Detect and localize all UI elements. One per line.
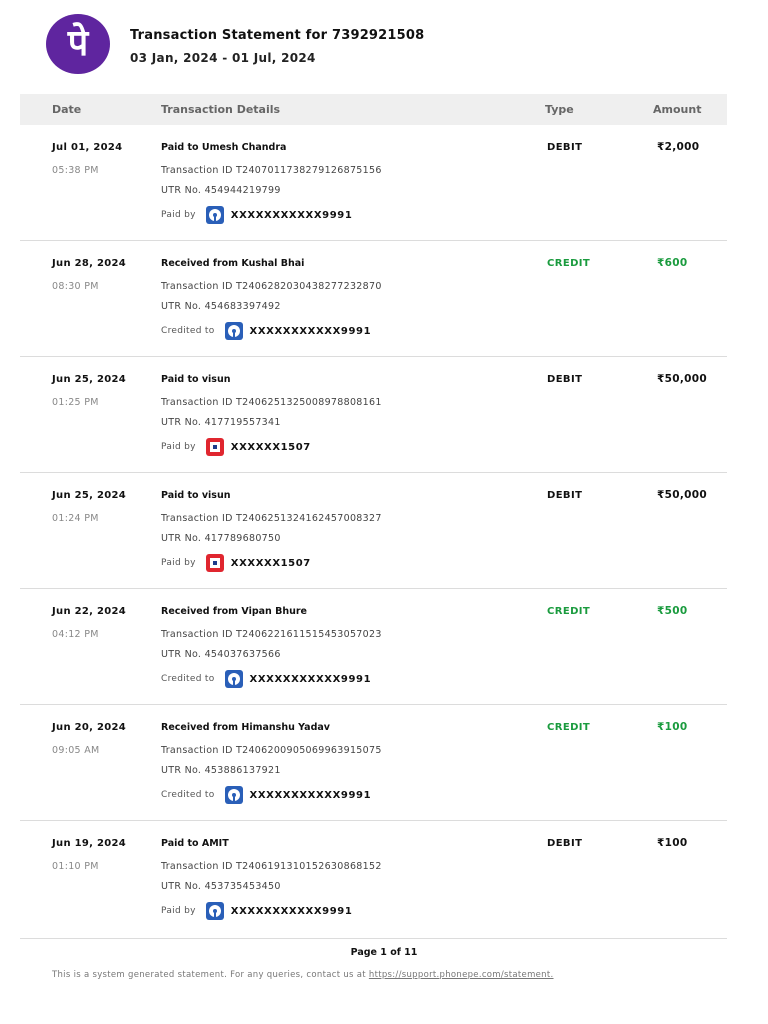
transaction-row — [20, 589, 727, 705]
transaction-id: Transaction ID T2406251325008978808161 — [161, 397, 382, 408]
transaction-time: 01:10 PM — [52, 861, 99, 872]
transaction-party: Paid to AMIT — [161, 838, 229, 849]
transaction-date: Jun 22, 2024 — [52, 606, 127, 617]
transaction-amount: ₹2,000 — [657, 141, 700, 153]
transaction-row — [20, 357, 727, 473]
hdfc-icon — [206, 438, 224, 456]
phone-number: 7392921508 — [331, 28, 425, 43]
transaction-id: Transaction ID T2407011738279126875156 — [161, 165, 382, 176]
payment-label: Credited to — [161, 674, 215, 684]
transaction-time: 09:05 AM — [52, 745, 100, 756]
transaction-id: Transaction ID T2406251324162457008327 — [161, 513, 382, 524]
transaction-row — [20, 473, 727, 589]
phonepe-logo — [46, 14, 110, 74]
support-link[interactable]: https://support.phonepe.com/statement. — [368, 970, 554, 980]
hdfc-icon — [206, 554, 224, 572]
transaction-type: DEBIT — [547, 838, 583, 849]
sbi-icon — [225, 322, 243, 340]
transaction-time: 04:12 PM — [52, 629, 99, 640]
utr-number: UTR No. 454944219799 — [161, 185, 281, 196]
payment-label: Paid by — [161, 906, 196, 916]
payment-account-line — [161, 670, 371, 688]
utr-number: UTR No. 453886137921 — [161, 765, 281, 776]
statement-header — [46, 14, 726, 76]
payment-label: Credited to — [161, 790, 215, 800]
column-type: Type — [545, 103, 574, 116]
payment-label: Paid by — [161, 442, 196, 452]
sbi-icon — [225, 670, 243, 688]
transaction-time: 08:30 PM — [52, 281, 99, 292]
utr-number: UTR No. 454037637566 — [161, 649, 281, 660]
account-number: XXXXXX1507 — [230, 441, 311, 453]
logo-glyph: पे — [67, 22, 89, 64]
transaction-party: Received from Vipan Bhure — [161, 606, 308, 617]
transaction-row — [20, 821, 727, 939]
transaction-amount: ₹600 — [657, 257, 688, 269]
column-details: Transaction Details — [161, 103, 281, 116]
transaction-date: Jun 20, 2024 — [52, 722, 127, 733]
account-number: XXXXXXXXXXX9991 — [249, 673, 372, 685]
utr-number: UTR No. 453735453450 — [161, 881, 281, 892]
table-header — [20, 94, 727, 125]
transaction-row — [20, 705, 727, 821]
transaction-id: Transaction ID T2406191310152630868152 — [161, 861, 382, 872]
transaction-date: Jul 01, 2024 — [52, 142, 123, 153]
transaction-date: Jun 19, 2024 — [52, 838, 127, 849]
transaction-party: Received from Himanshu Yadav — [161, 722, 330, 733]
title-prefix: Transaction Statement for — [130, 28, 332, 43]
payment-account-line — [161, 786, 371, 804]
transaction-id: Transaction ID T2406282030438277232870 — [161, 281, 382, 292]
transaction-type: CREDIT — [547, 606, 591, 617]
account-number: XXXXXXXXXXX9991 — [249, 789, 372, 801]
account-number: XXXXXXXXXXX9991 — [249, 325, 372, 337]
payment-label: Paid by — [161, 210, 196, 220]
transaction-list — [20, 125, 727, 939]
column-date: Date — [52, 103, 82, 116]
sbi-icon — [206, 902, 224, 920]
transaction-time: 01:25 PM — [52, 397, 99, 408]
utr-number: UTR No. 417719557341 — [161, 417, 281, 428]
transaction-amount: ₹100 — [657, 837, 688, 849]
footer-note — [52, 970, 554, 980]
transaction-party: Paid to Umesh Chandra — [161, 142, 287, 153]
footer-text: This is a system generated statement. For any queries, contact us at — [52, 970, 369, 980]
transaction-row — [20, 125, 727, 241]
account-number: XXXXXX1507 — [230, 557, 311, 569]
column-amount: Amount — [653, 103, 702, 116]
sbi-icon — [206, 206, 224, 224]
transaction-party: Paid to visun — [161, 490, 231, 501]
payment-label: Paid by — [161, 558, 196, 568]
page-number: Page 1 of 11 — [350, 947, 418, 958]
transaction-type: DEBIT — [547, 490, 583, 501]
transaction-date: Jun 25, 2024 — [52, 490, 127, 501]
transaction-time: 01:24 PM — [52, 513, 99, 524]
transaction-amount: ₹500 — [657, 605, 688, 617]
transaction-time: 05:38 PM — [52, 165, 99, 176]
payment-label: Credited to — [161, 326, 215, 336]
payment-account-line — [161, 438, 311, 456]
payment-account-line — [161, 206, 352, 224]
transaction-id: Transaction ID T2406221611515453057023 — [161, 629, 382, 640]
transaction-party: Paid to visun — [161, 374, 231, 385]
payment-account-line — [161, 902, 352, 920]
account-number: XXXXXXXXXXX9991 — [230, 209, 353, 221]
transaction-type: CREDIT — [547, 258, 591, 269]
payment-account-line — [161, 554, 311, 572]
date-range: 03 Jan, 2024 - 01 Jul, 2024 — [130, 51, 316, 65]
sbi-icon — [225, 786, 243, 804]
transaction-date: Jun 28, 2024 — [52, 258, 127, 269]
transaction-id: Transaction ID T2406200905069963915075 — [161, 745, 382, 756]
transaction-amount: ₹50,000 — [657, 373, 707, 385]
account-number: XXXXXXXXXXX9991 — [230, 905, 353, 917]
transaction-type: DEBIT — [547, 374, 583, 385]
transaction-date: Jun 25, 2024 — [52, 374, 127, 385]
payment-account-line — [161, 322, 371, 340]
utr-number: UTR No. 454683397492 — [161, 301, 281, 312]
transaction-amount: ₹100 — [657, 721, 688, 733]
utr-number: UTR No. 417789680750 — [161, 533, 281, 544]
transaction-party: Received from Kushal Bhai — [161, 258, 305, 269]
transaction-type: DEBIT — [547, 142, 583, 153]
transaction-amount: ₹50,000 — [657, 489, 707, 501]
statement-title — [130, 28, 424, 43]
transaction-type: CREDIT — [547, 722, 591, 733]
transaction-row — [20, 241, 727, 357]
